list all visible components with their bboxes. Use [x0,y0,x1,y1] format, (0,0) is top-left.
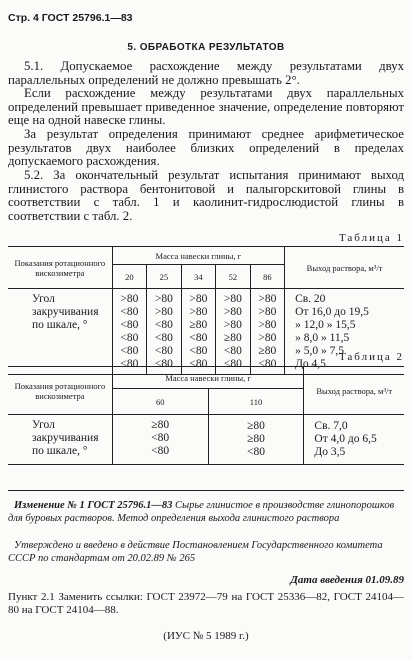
table1-col-25 [147,289,182,375]
page-header: Стр. 4 ГОСТ 25796.1—83 [8,12,133,24]
table1-cell: >80 [189,305,208,318]
table2-caption: Таблица 2 [338,351,404,363]
table1-row-label: Угол закручивания по шкале, ° [8,289,112,375]
table1-cell: >80 [189,292,208,305]
table1-cell: <80 [258,357,277,370]
table1-mass-52: 52 [216,265,251,289]
table1-yield: Св. 20 [295,292,326,305]
table1-cell: <80 [189,331,208,344]
table1-yield: » 5,0 » 7,5 [295,344,344,357]
table1-mass-34: 34 [181,265,216,289]
table1-caption: Таблица 1 [338,232,404,244]
table1-cell: <80 [120,332,139,344]
table2-cell: <80 [151,432,170,444]
ius-reference: (ИУС № 5 1989 г.) [163,630,249,642]
amendment-item: Пункт 2.1 Заменить ссылки: ГОСТ 23972—79 на ГОСТ 25336—82, ГОСТ 24104—80 на ГОСТ 24104—88. [8,591,404,616]
table2-yield: До 3,5 [314,446,346,458]
table1-cell: >80 [258,318,277,331]
table1-yield: От 16,0 до 19,5 [295,305,369,318]
table1-cell: <80 [154,357,173,370]
table1-col-86 [250,289,285,375]
table1-cell: >80 [223,318,242,331]
table2-yield: От 4,0 до 6,5 [314,433,377,445]
amendment-body: Сырье глинистое в производстве глинопорошков для буровых растворов. Метод определения выхода глинистого раствора [8,500,395,524]
table2-cell: <80 [151,445,170,457]
table1-header-yield: Выход раствора, м³/т [285,247,404,289]
table2-header-indicator: Показания ротационного вискозиметра [8,367,112,415]
table1-cell: <80 [154,318,173,331]
table1-cell: <80 [120,319,139,331]
table1-cell: <80 [223,357,242,370]
paragraph-repeat: Если расхождение между результатами двух параллельных определений превышает приведенное значение, определение повторяют еще на одной навеске глины. [8,86,404,128]
table1-cell: ≥80 [258,344,277,357]
table2-col-60 [112,415,208,465]
table1-col-34 [181,289,216,375]
table1-cell: >80 [154,305,173,318]
table1-cell: >80 [258,331,277,344]
amendment-date: Дата введения 01.09.89 [290,574,404,586]
table2-header-mass: Масса навески глины, г [112,367,304,389]
table2-row-label: Угол закручивания по шкале, ° [8,415,112,465]
table1-cell: <80 [189,344,208,357]
table2-header-yield: Выход раствора, м³/т [304,367,404,415]
paragraph-mean: За результат определения принимают среднее арифметическое результатов двух наиболее близких определений в пределах допускаемого расхождения. [8,127,404,169]
table1-cell: <80 [223,344,242,357]
table2-cell: ≥80 [151,419,170,431]
table1-cell: >80 [258,292,277,305]
table1-yield: » 8,0 » 11,5 [295,331,350,344]
section-title: 5. ОБРАБОТКА РЕЗУЛЬТАТОВ [127,42,285,53]
table2-yield: Св. 7,0 [314,420,348,432]
table1-yield: » 12,0 » 15,5 [295,318,356,331]
table-2 [8,366,404,465]
table1-cell: >80 [120,293,139,305]
table2-cell: ≥80 [247,420,265,432]
table1-cell: <80 [120,306,139,318]
table2-cell: ≥80 [247,433,265,445]
table1-header-indicator: Показания ротационного вискозиметра [8,247,112,289]
paragraph-5-2: 5.2. За окончательный результат испытания принимают выход глинистого раствора бентонитовой и палыгорскитовой глины в соответствии с табл. 1 и каолинит-гидрослюдистой глины в соответствии с табл. 2. [8,168,404,223]
table1-col-52 [216,289,251,375]
table1-cell: >80 [258,305,277,318]
table1-cell: <80 [120,345,139,357]
table1-cell: <80 [154,331,173,344]
table1-mass-86: 86 [250,265,285,289]
table2-col-110 [208,415,304,465]
table1-cell: >80 [223,305,242,318]
table2-mass-110: 110 [208,389,304,415]
amendment-text [8,500,404,525]
table1-cell: ≥80 [223,331,242,344]
amendment-title: Изменение № 1 ГОСТ 25796.1—83 [14,500,173,511]
table1-yield: До 4,5 [295,357,326,370]
table1-cell: <80 [120,358,139,370]
table2-cell: <80 [247,446,265,458]
table1-cell: >80 [154,292,173,305]
table1-cell: <80 [154,344,173,357]
table1-cell: ≥80 [189,318,208,331]
table1-mass-25: 25 [147,265,182,289]
table1-mass-20: 20 [112,265,147,289]
table1-col-20 [112,289,147,375]
table2-yields [304,415,404,465]
separator-rule [8,490,404,491]
table1-header-mass: Масса навески глины, г [112,247,285,265]
table1-cell: >80 [223,292,242,305]
paragraph-5-1: 5.1. Допускаемое расхождение между результатами двух параллельных определений не должно превышать 2°. [8,59,404,87]
amendment-approved: Утверждено и введено в действие Постановлением Государственного комитета СССР по стандартам от 20.02.89 № 265 [8,540,383,564]
table2-mass-60: 60 [112,389,208,415]
table1-cell: <80 [189,357,208,370]
